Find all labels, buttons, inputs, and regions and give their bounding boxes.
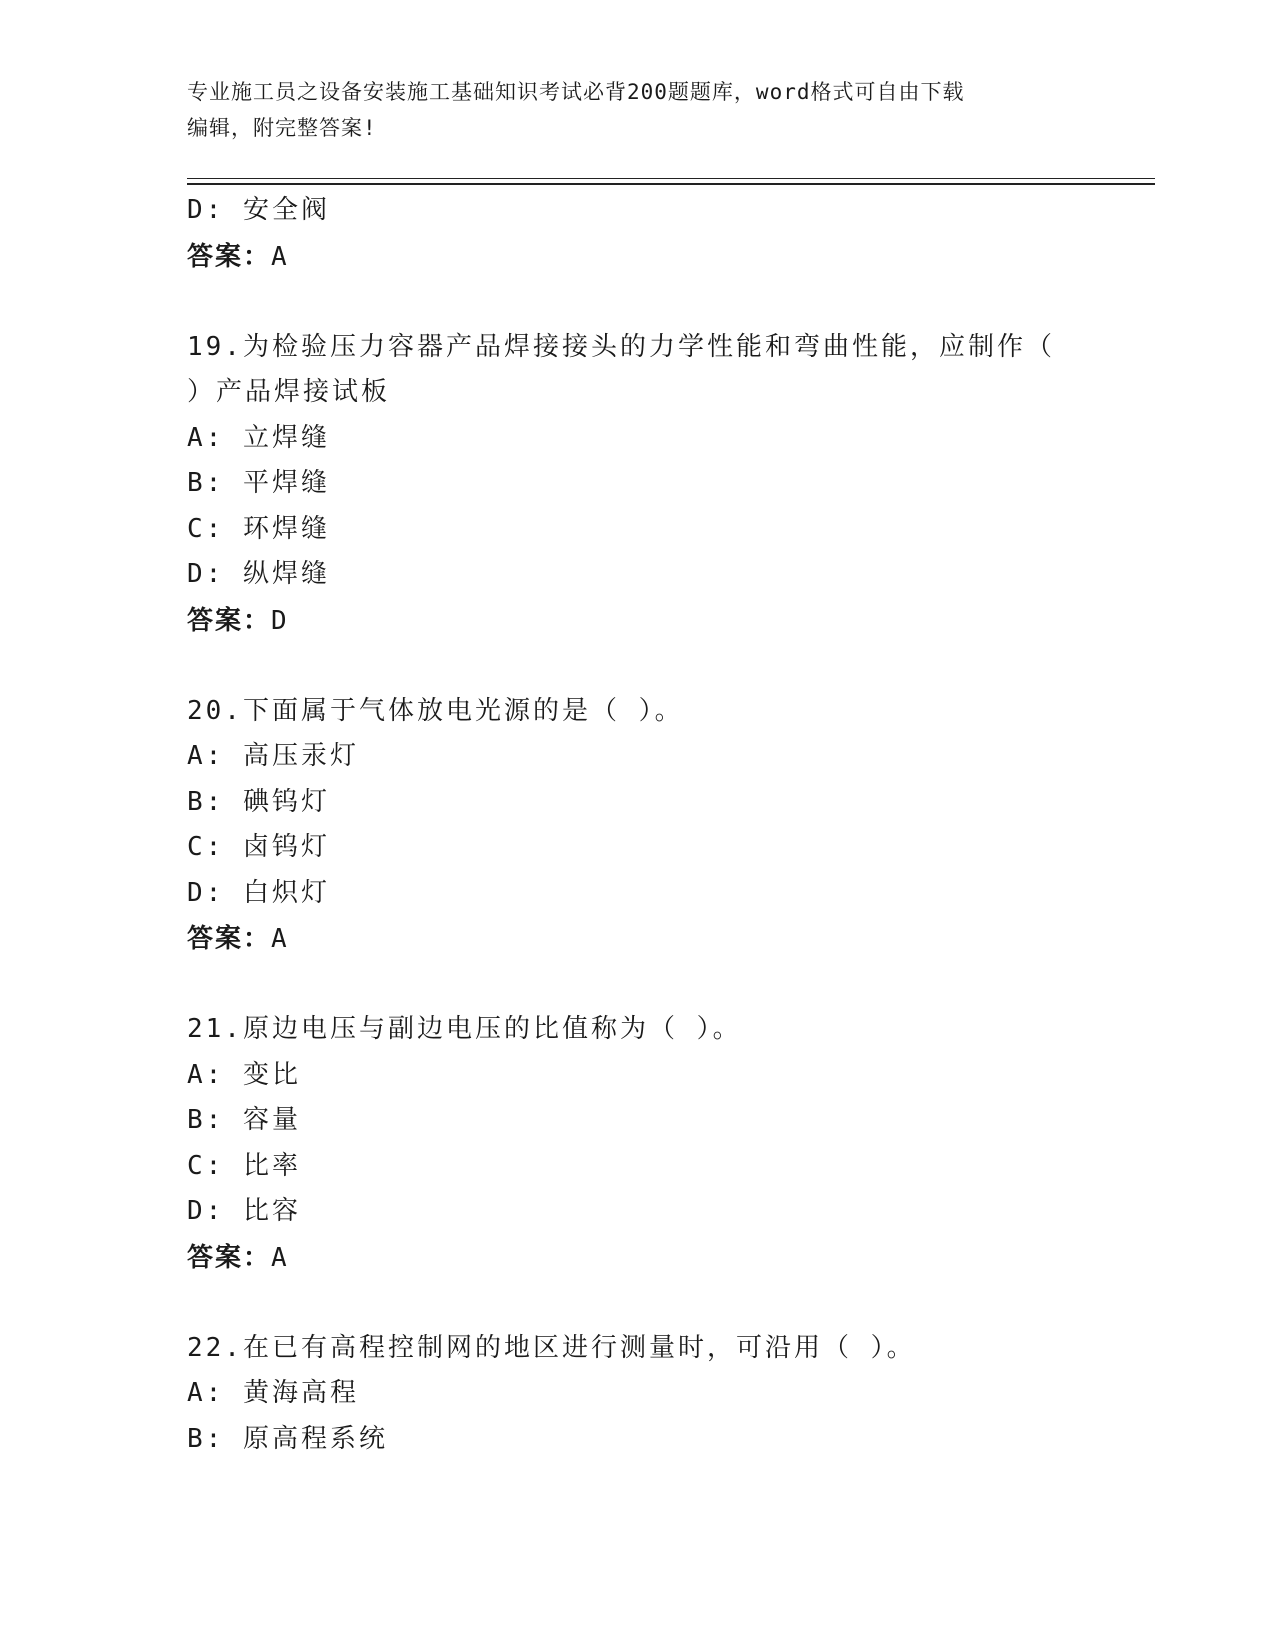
- option-b: B: 容量: [187, 1105, 301, 1135]
- question-gap: [187, 644, 1087, 689]
- option-b: B: 原高程系统: [187, 1423, 388, 1454]
- option-c: C: 环焊缝: [187, 513, 330, 544]
- option-d: D: 比容: [187, 1196, 301, 1226]
- answer-value: A: [271, 1242, 288, 1273]
- option-a: A: 变比: [187, 1059, 301, 1090]
- header-line-1: 专业施工员之设备安装施工基础知识考试必背200题题库，word格式可自由下载: [187, 80, 965, 104]
- option-b: B: 平焊缝: [187, 468, 330, 498]
- question-stem-continued: ）产品焊接试板: [187, 377, 391, 407]
- answer-label: 答案：: [187, 605, 272, 636]
- header-line-2: 编辑，附完整答案!: [187, 116, 377, 140]
- question-gap: [187, 1281, 1087, 1326]
- question-stem: 21.原边电压与副边电压的比值称为（ ）。: [187, 1014, 742, 1044]
- option-a: A: 立焊缝: [187, 422, 330, 453]
- answer-value: A: [271, 924, 288, 954]
- option-d: D: 白炽灯: [187, 877, 330, 908]
- question-stem: 22.在已有高程控制网的地区进行测量时，可沿用（ ）。: [187, 1332, 916, 1363]
- option-d: D: 纵焊缝: [187, 559, 330, 589]
- option-c: C: 比率: [187, 1150, 301, 1181]
- header-divider-thick: [187, 183, 1155, 185]
- answer-label: 答案：: [187, 1242, 272, 1273]
- header-divider-thin: [187, 178, 1155, 179]
- answer-label: 答案：: [187, 241, 272, 272]
- answer-line: [187, 234, 1087, 280]
- document-header: [187, 74, 1087, 146]
- question-21: [187, 1007, 1087, 1281]
- answer-value: D: [271, 605, 288, 636]
- answer-value: A: [271, 241, 288, 272]
- option-a: A: 黄海高程: [187, 1378, 359, 1408]
- question-gap: [187, 962, 1087, 1007]
- option-a: A: 高压汞灯: [187, 741, 359, 771]
- answer-line: [187, 916, 1087, 962]
- question-19: [187, 325, 1087, 644]
- previous-question-tail: [187, 188, 1087, 280]
- option-b: B: 碘钨灯: [187, 786, 330, 817]
- answer-line: [187, 1235, 1087, 1281]
- option-c: C: 卤钨灯: [187, 832, 330, 862]
- question-gap: [187, 280, 1087, 325]
- question-22: [187, 1326, 1087, 1463]
- question-stem: 19.为检验压力容器产品焊接接头的力学性能和弯曲性能，应制作（: [187, 331, 1055, 362]
- question-20: [187, 689, 1087, 963]
- question-stem: 20.下面属于气体放电光源的是（ ）。: [187, 695, 684, 726]
- question-list: [187, 188, 1087, 1462]
- answer-line: [187, 598, 1087, 644]
- option-d: D: 安全阀: [187, 195, 330, 225]
- answer-label: 答案：: [187, 924, 272, 954]
